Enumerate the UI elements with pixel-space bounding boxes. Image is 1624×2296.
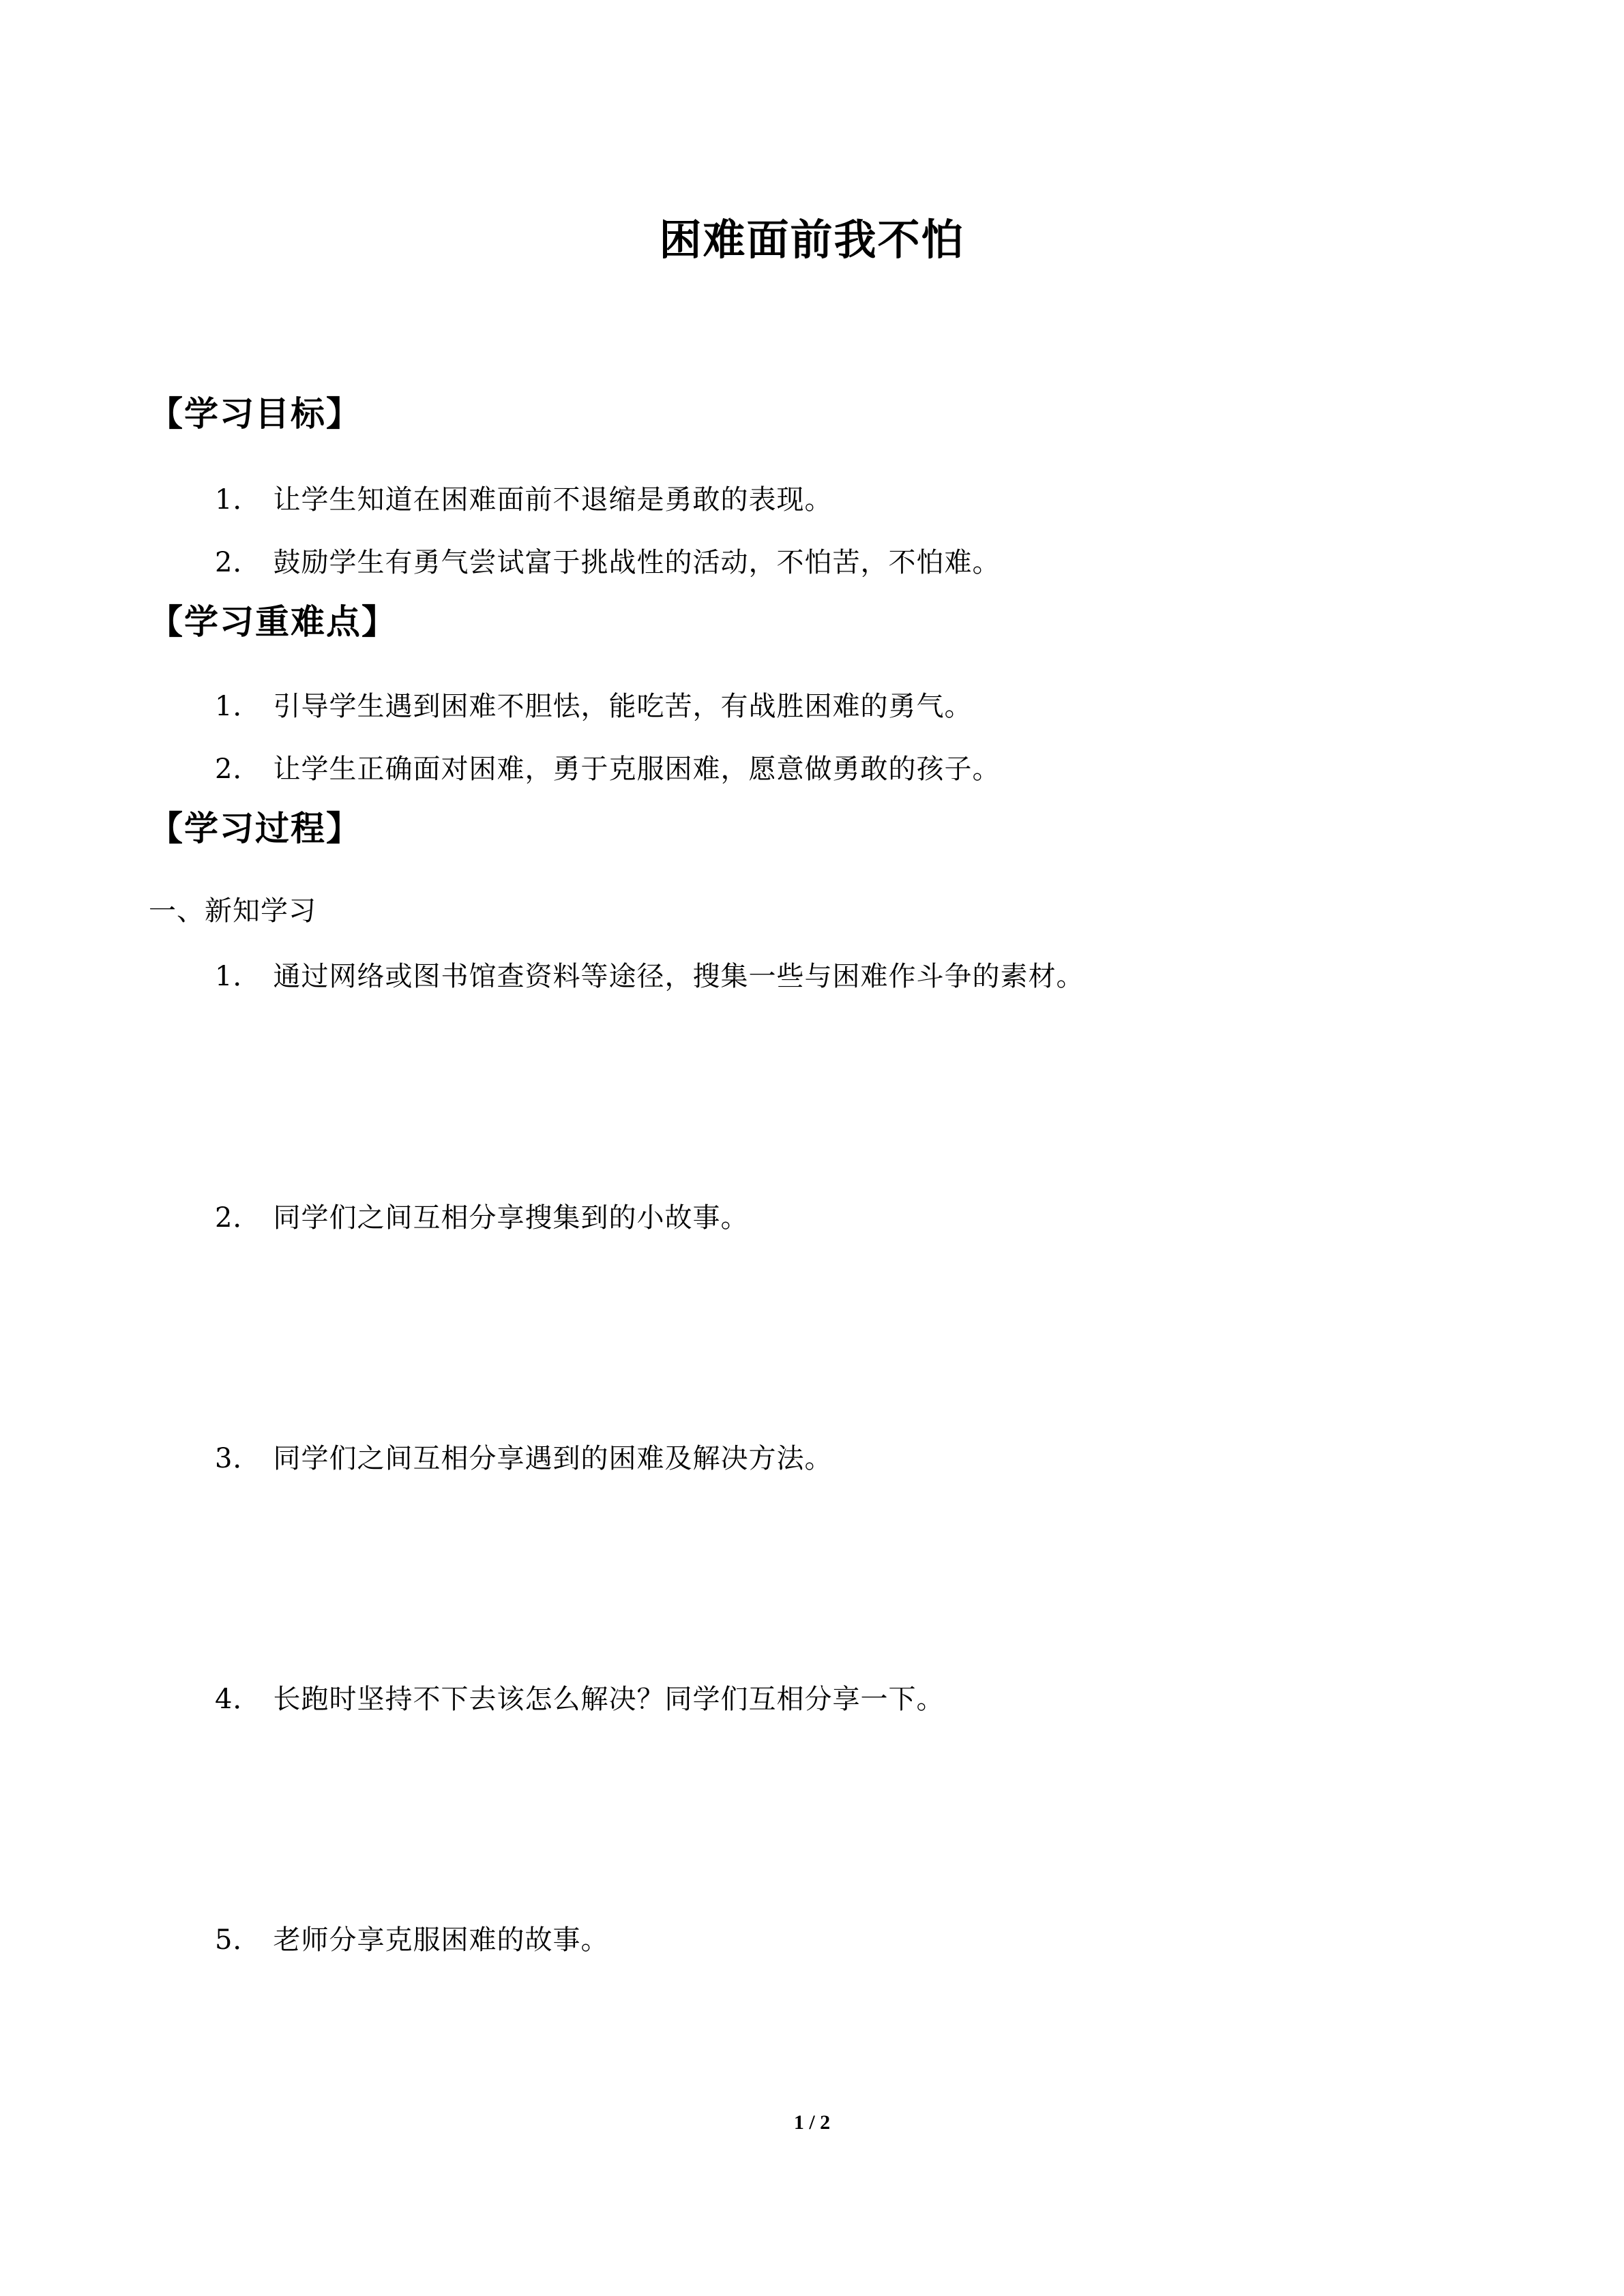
objective-item-1-number: 1． <box>215 484 261 516</box>
process-item-1-number: 1． <box>215 961 261 992</box>
page-number: 1 / 2 <box>793 2111 831 2134</box>
process-item-3 <box>215 1440 832 1478</box>
process-item-4-text: 长跑时坚持不下去该怎么解决？同学们互相分享一下。 <box>273 1684 945 1715</box>
process-item-4 <box>215 1680 944 1718</box>
key-point-item-2-text: 让学生正确面对困难，勇于克服困难，愿意做勇敢的孩子。 <box>273 754 1001 785</box>
objective-item-2-number: 2． <box>215 547 261 578</box>
objective-item-2-text: 鼓励学生有勇气尝试富于挑战性的活动，不怕苦，不怕难。 <box>273 547 1001 578</box>
heading-process: 【学习过程】 <box>149 809 361 848</box>
key-point-item-1-text: 引导学生遇到困难不胆怯，能吃苦，有战胜困难的勇气。 <box>273 691 973 722</box>
process-item-4-number: 4． <box>215 1684 261 1715</box>
process-item-2-text: 同学们之间互相分享搜集到的小故事。 <box>273 1202 749 1234</box>
heading-objectives: 【学习目标】 <box>149 394 361 434</box>
process-item-3-text: 同学们之间互相分享遇到的困难及解决方法。 <box>273 1443 833 1474</box>
subsection-label: 一、新知学习 <box>149 895 316 927</box>
objective-item-2 <box>215 543 1000 582</box>
key-point-item-1 <box>215 687 972 726</box>
key-point-item-1-number: 1． <box>215 691 261 722</box>
process-item-2 <box>215 1199 748 1237</box>
process-item-1-text: 通过网络或图书馆查资料等途径，搜集一些与困难作斗争的素材。 <box>273 961 1084 992</box>
process-item-5 <box>215 1921 608 1959</box>
process-item-2-number: 2． <box>215 1202 261 1234</box>
document-title: 困难面前我不怕 <box>659 215 965 265</box>
key-point-item-2 <box>215 750 1000 788</box>
objective-item-1-text: 让学生知道在困难面前不退缩是勇敢的表现。 <box>273 484 833 516</box>
process-item-5-text: 老师分享克服困难的故事。 <box>273 1924 609 1956</box>
heading-key-points: 【学习重难点】 <box>149 602 397 642</box>
objective-item-1 <box>215 481 832 519</box>
process-item-1 <box>215 957 1084 996</box>
process-item-5-number: 5． <box>215 1924 261 1956</box>
key-point-item-2-number: 2． <box>215 754 261 785</box>
process-item-3-number: 3． <box>215 1443 261 1474</box>
